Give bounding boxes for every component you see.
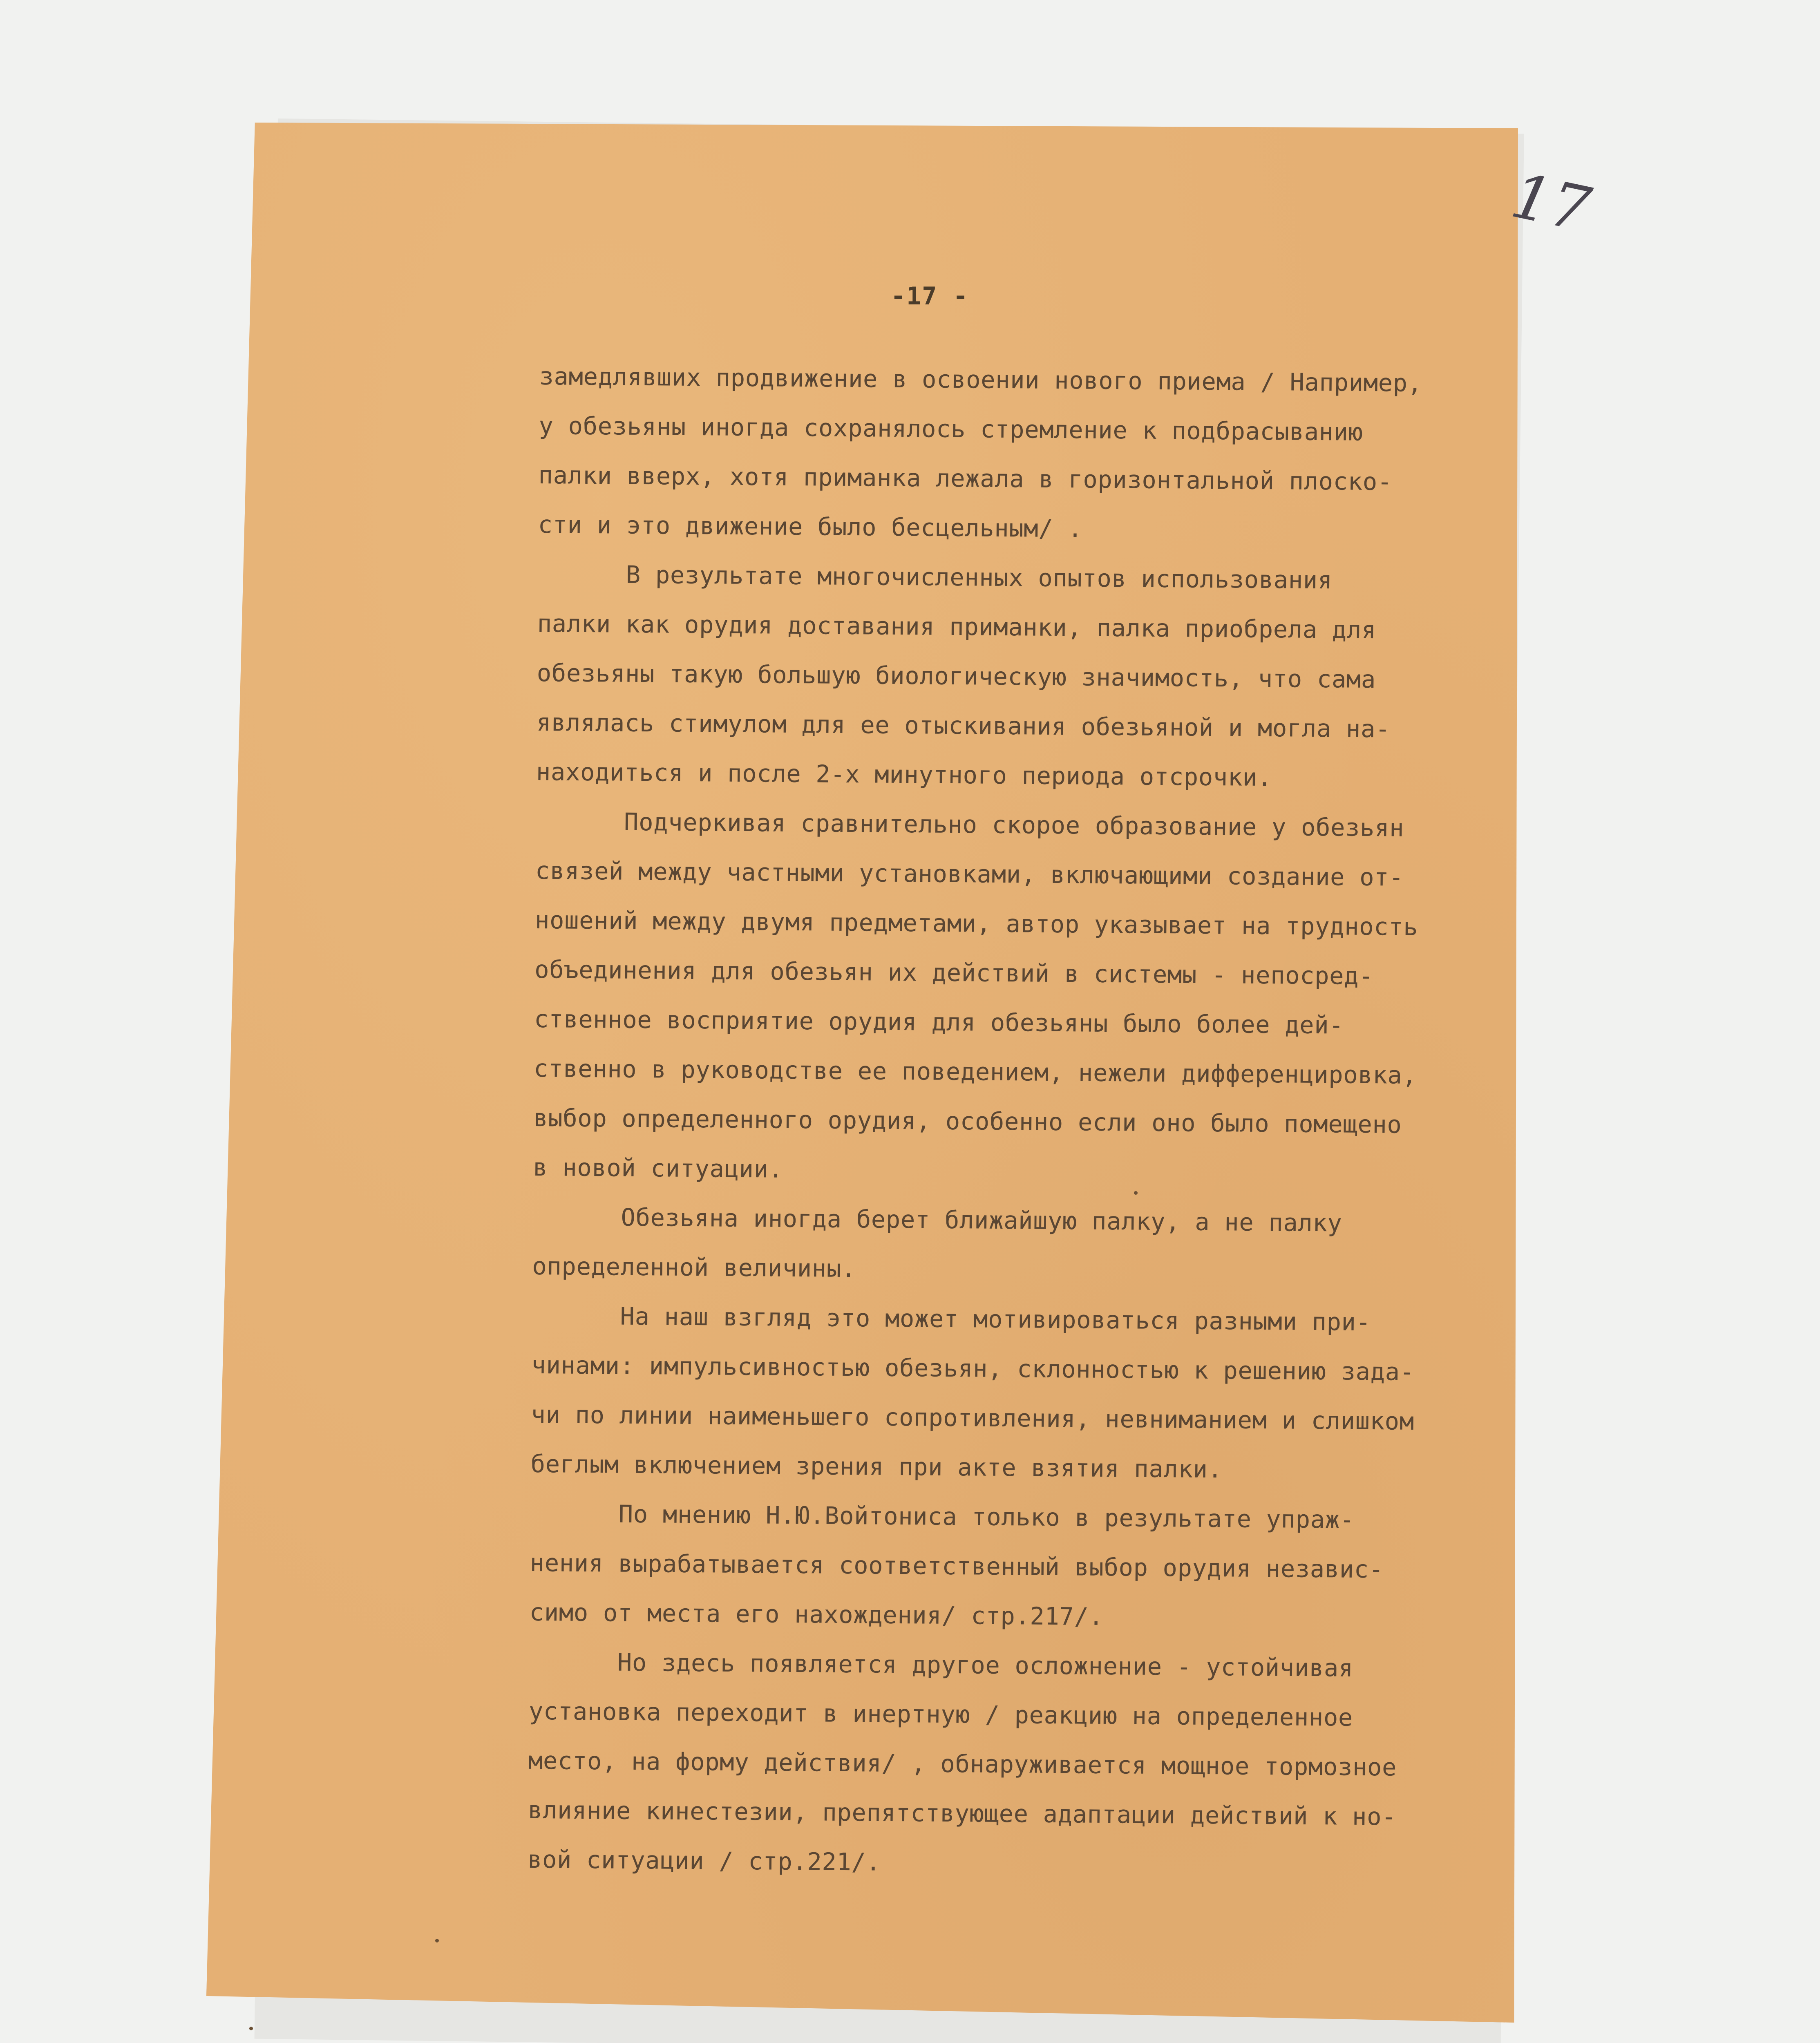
ink-speck	[435, 1939, 439, 1942]
text-line: Обезьяна иногда берет ближайшую палку, а не палку	[532, 1202, 1342, 1237]
text-line: объединения для обезьян их действий в системы - непосред-	[534, 955, 1374, 990]
text-line: беглым включением зрения при акте взятия палки.	[530, 1449, 1223, 1484]
ink-speck	[1134, 1191, 1138, 1195]
text-line: выбор определенного орудия, особенно если оно было помещено	[533, 1103, 1402, 1139]
text-line: На наш взгляд это может мотивироваться разными при-	[532, 1301, 1371, 1337]
text-line: В результате многочисленных опытов использования	[537, 559, 1333, 595]
text-line: определенной величины.	[532, 1252, 856, 1283]
text-line: палки как орудия доставания приманки, палка приобрела для	[537, 609, 1377, 644]
text-line: ственно в руководстве ее поведением, нежели дифференцировка,	[533, 1054, 1417, 1089]
text-line: установка переходит в инертную / реакцию на определенное	[528, 1697, 1353, 1732]
text-line: у обезьяны иногда сохранялось стремление к подбрасыванию	[539, 411, 1363, 446]
text-line: сти и это движение было бесцельным/ .	[538, 510, 1083, 543]
text-line: являлась стимулом для ее отыскивания обезьяной и могла на-	[536, 708, 1391, 743]
text-line: чи по линии наименьшего сопротивления, невниманием и слишком	[531, 1400, 1415, 1435]
handwritten-folio-number: 17	[1505, 160, 1596, 246]
typed-body-text	[528, 351, 1561, 1892]
text-line: влияние кинестезии, препятствующее адаптации действий к но-	[528, 1795, 1397, 1831]
text-line: в новой ситуации.	[533, 1153, 783, 1183]
text-line: ношений между двумя предметами, автор указывает на трудность	[534, 905, 1418, 941]
text-line: ственное восприятие орудия для обезьяны было более дей-	[534, 1004, 1344, 1039]
text-line: обезьяны такую большую биологическую значимость, что сама	[537, 658, 1376, 694]
text-line: чинами: импульсивностью обезьян, склонностью к решению зада-	[531, 1350, 1415, 1386]
text-line: палки вверх, хотя приманка лежала в горизонтальной плоско-	[538, 460, 1393, 496]
text-line: По мнению Н.Ю.Войтониса только в результате упраж-	[530, 1499, 1355, 1534]
ink-speck	[249, 2027, 253, 2030]
page-number: -17 -	[891, 282, 969, 311]
text-line: находиться и после 2-х минутного периода отсрочки.	[536, 757, 1272, 792]
text-line: Подчеркивая сравнительно скорое образование у обезьян	[535, 807, 1404, 842]
text-line: Но здесь появляется другое осложнение - устойчивая	[529, 1647, 1354, 1682]
text-line: вой ситуации / стр.221/.	[527, 1845, 881, 1876]
text-line: связей между частными установками, включающими создание от-	[535, 856, 1404, 892]
text-line: нения вырабатывается соответственный выбор орудия независ-	[530, 1548, 1384, 1584]
text-line: место, на форму действия/ , обнаруживается мощное тормозное	[528, 1746, 1397, 1781]
text-line: замедлявших продвижение в освоении нового приема / Например,	[539, 362, 1422, 397]
text-line: симо от места его нахождения/ стр.217/.	[529, 1598, 1104, 1631]
